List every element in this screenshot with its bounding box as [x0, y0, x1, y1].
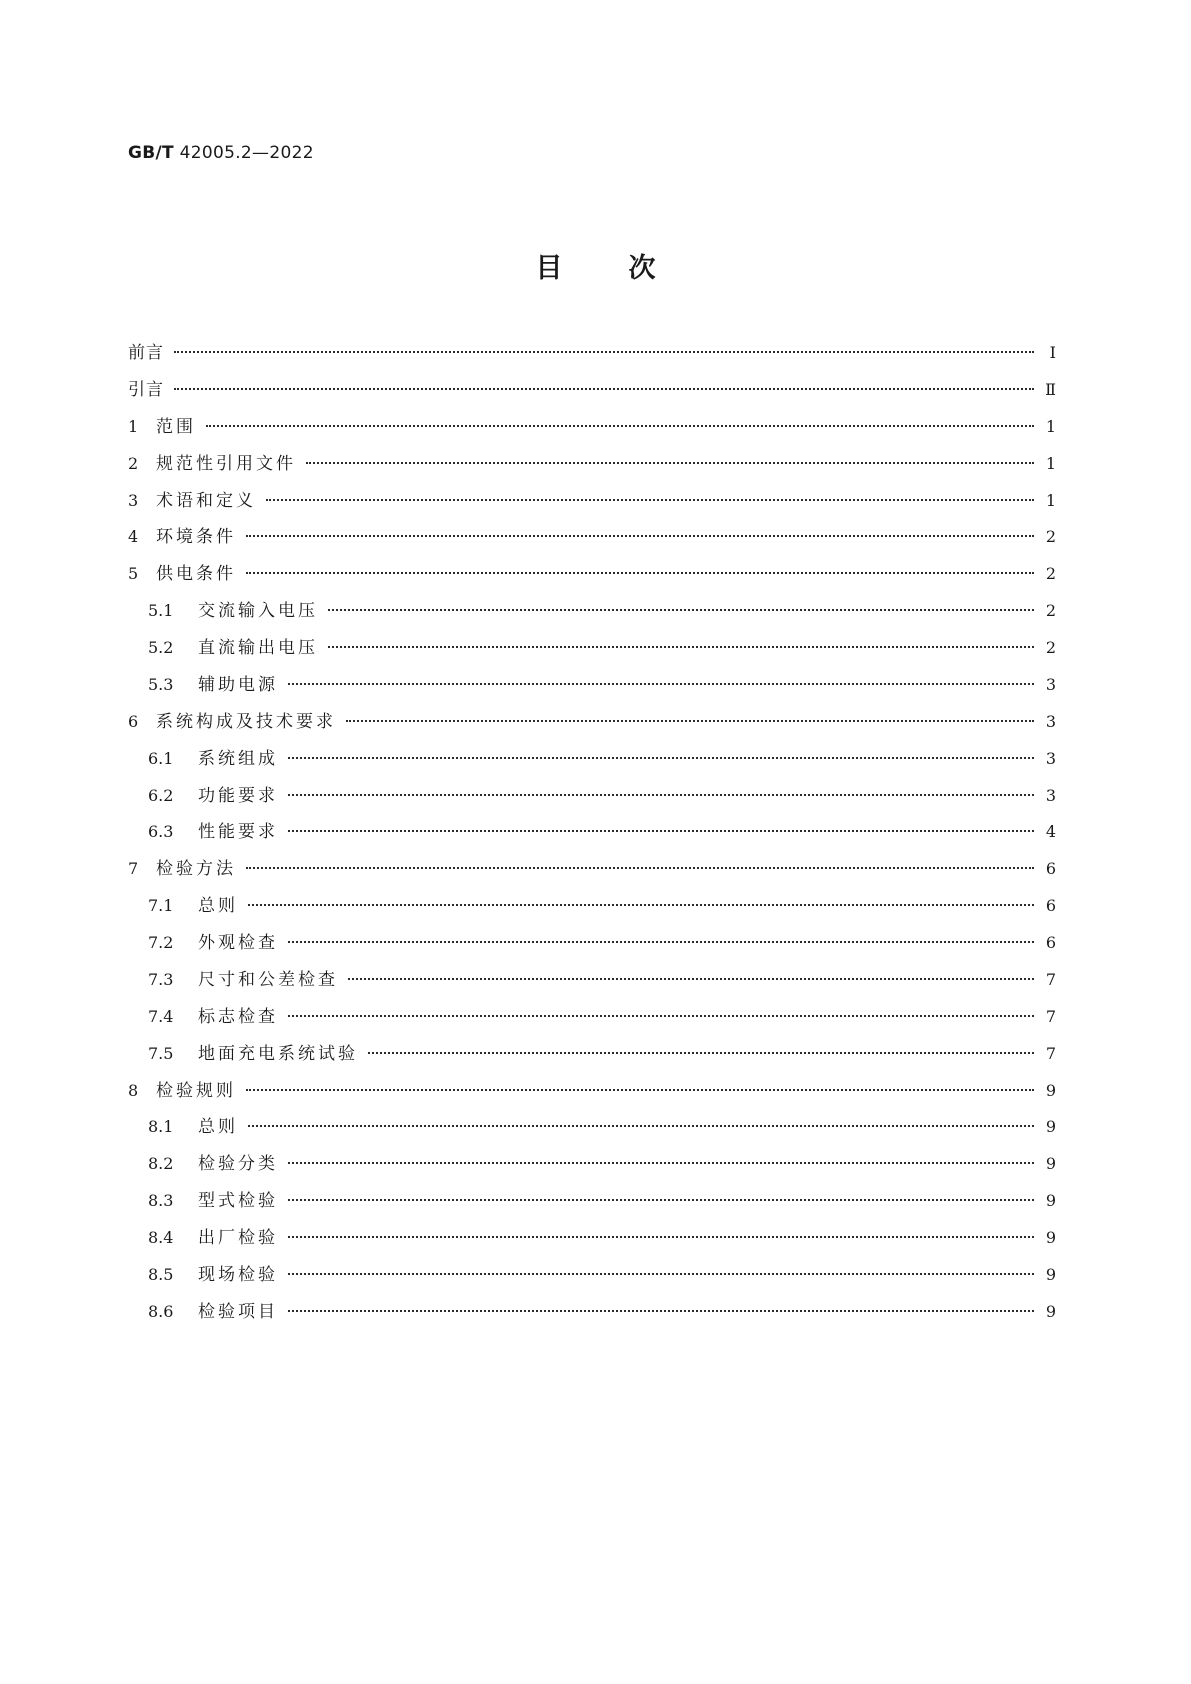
- toc-entry[interactable]: [128, 1005, 1056, 1042]
- dot-leader: [174, 351, 1034, 353]
- toc-entry[interactable]: [128, 931, 1056, 968]
- toc-entry[interactable]: [128, 784, 1056, 821]
- toc-entry[interactable]: [128, 525, 1056, 562]
- toc-entry-label: 总则: [198, 896, 238, 917]
- toc-entry[interactable]: [128, 747, 1056, 784]
- dot-leader: [288, 1310, 1034, 1312]
- toc-entry-page: 3: [1045, 674, 1056, 694]
- toc-entry-label: 术语和定义: [156, 490, 256, 511]
- toc-entry-label: 范围: [156, 416, 196, 437]
- toc-entry-label: 检验项目: [198, 1301, 278, 1322]
- toc-entry-number: 5.2: [148, 638, 174, 657]
- toc-entry-label: 型式检验: [198, 1191, 278, 1212]
- toc-entry-page: 2: [1045, 527, 1056, 547]
- dot-leader: [288, 1015, 1034, 1017]
- dot-leader: [368, 1052, 1034, 1054]
- page-title: [0, 246, 1191, 285]
- toc-entry-label: 规范性引用文件: [156, 453, 296, 474]
- toc-entry[interactable]: [128, 857, 1056, 894]
- toc-entry-number: 8.6: [148, 1301, 174, 1321]
- toc-entry-label: 出厂检验: [198, 1228, 278, 1248]
- toc-entry[interactable]: [128, 378, 1056, 415]
- dot-leader: [328, 646, 1034, 648]
- dot-leader: [288, 1199, 1034, 1201]
- toc-entry[interactable]: [128, 1300, 1056, 1337]
- title-char-2: 次: [628, 253, 656, 284]
- toc-entry-label: 直流输出电压: [198, 638, 318, 658]
- toc-entry-page: 1: [1045, 490, 1056, 510]
- toc-entry-number: 5.1: [148, 601, 174, 621]
- dot-leader: [206, 425, 1034, 427]
- dot-leader: [174, 388, 1034, 390]
- table-of-contents: [128, 341, 1056, 1337]
- toc-entry[interactable]: [128, 1226, 1056, 1263]
- toc-entry-label: 系统组成: [198, 748, 278, 769]
- toc-entry-number: 3: [128, 490, 139, 510]
- toc-entry-label: 检验方法: [156, 859, 236, 880]
- toc-entry[interactable]: [128, 968, 1056, 1005]
- toc-entry[interactable]: [128, 562, 1056, 599]
- toc-entry-number: 5: [128, 564, 139, 584]
- toc-entry-page: 2: [1045, 564, 1056, 584]
- toc-entry[interactable]: [128, 1042, 1056, 1079]
- toc-entry-page: 1: [1045, 453, 1056, 473]
- toc-entry[interactable]: [128, 489, 1056, 526]
- toc-entry-label: 现场检验: [198, 1264, 278, 1285]
- toc-entry-number: 4: [128, 527, 139, 547]
- toc-entry[interactable]: [128, 415, 1056, 452]
- toc-entry-number: 7: [128, 859, 139, 879]
- toc-entry-number: 6.1: [148, 748, 174, 768]
- toc-entry[interactable]: [128, 1115, 1056, 1152]
- toc-entry[interactable]: [128, 894, 1056, 931]
- toc-entry-page: 3: [1045, 711, 1056, 731]
- toc-entry-page: 9: [1045, 1154, 1056, 1174]
- dot-leader: [328, 609, 1034, 611]
- dot-leader: [288, 1273, 1034, 1275]
- toc-entry-page: 6: [1045, 859, 1056, 879]
- toc-entry-label: 标志检查: [198, 1006, 278, 1027]
- toc-entry-label: 检验规则: [156, 1080, 236, 1101]
- toc-entry-label: 检验分类: [198, 1154, 278, 1175]
- toc-entry-label: 供电条件: [156, 564, 236, 585]
- toc-entry-label: 引言: [128, 379, 164, 400]
- toc-entry[interactable]: [128, 341, 1056, 378]
- toc-entry-page: 9: [1045, 1264, 1056, 1284]
- dot-leader: [246, 572, 1034, 574]
- dot-leader: [288, 830, 1034, 832]
- toc-entry-number: 8.5: [148, 1264, 174, 1284]
- toc-entry-label: 环境条件: [156, 527, 236, 548]
- dot-leader: [348, 978, 1034, 980]
- toc-entry-number: 6.3: [148, 822, 174, 842]
- toc-entry-page: 7: [1045, 1043, 1056, 1063]
- toc-entry-page: 2: [1045, 601, 1056, 621]
- title-char-1: 目: [535, 253, 563, 284]
- toc-entry-page: Ⅰ: [1049, 343, 1056, 362]
- toc-entry-number: 7.3: [148, 969, 174, 989]
- toc-entry-page: 6: [1045, 896, 1056, 916]
- toc-entry-page: 9: [1045, 1301, 1056, 1321]
- toc-entry-label: 尺寸和公差检查: [198, 969, 338, 990]
- toc-entry[interactable]: [128, 636, 1056, 673]
- toc-entry-number: 8: [128, 1080, 139, 1100]
- toc-entry-number: 8.4: [148, 1228, 174, 1247]
- toc-entry-page: 7: [1045, 1006, 1056, 1026]
- dot-leader: [246, 1089, 1034, 1091]
- dot-leader: [246, 867, 1034, 869]
- dot-leader: [288, 1236, 1034, 1238]
- toc-entry-label: 外观检查: [198, 933, 278, 953]
- toc-entry-page: 9: [1045, 1191, 1056, 1211]
- toc-entry-page: 6: [1045, 933, 1056, 952]
- dot-leader: [288, 941, 1034, 943]
- dot-leader: [288, 757, 1034, 759]
- toc-entry-number: 6.2: [148, 785, 174, 805]
- toc-entry-label: 地面充电系统试验: [198, 1043, 358, 1064]
- standard-prefix: GB/T: [128, 143, 174, 163]
- toc-entry-page: 9: [1045, 1117, 1056, 1137]
- toc-entry-number: 7.5: [148, 1043, 174, 1063]
- toc-entry-page: 4: [1045, 822, 1056, 842]
- dot-leader: [248, 1125, 1034, 1127]
- toc-entry-number: 8.1: [148, 1117, 174, 1137]
- toc-entry-number: 7.2: [148, 933, 174, 952]
- dot-leader: [246, 535, 1034, 537]
- toc-entry-number: 2: [128, 453, 139, 473]
- toc-entry[interactable]: [128, 452, 1056, 489]
- dot-leader: [288, 794, 1034, 796]
- toc-entry-label: 辅助电源: [198, 674, 278, 695]
- toc-entry[interactable]: [128, 1263, 1056, 1300]
- toc-entry[interactable]: [128, 1152, 1056, 1189]
- toc-entry-page: 2: [1045, 638, 1056, 657]
- toc-entry-label: 系统构成及技术要求: [156, 711, 336, 732]
- toc-entry[interactable]: [128, 710, 1056, 747]
- toc-entry-label: 前言: [128, 343, 164, 363]
- toc-entry-page: 9: [1045, 1080, 1056, 1100]
- toc-entry-page: 9: [1045, 1228, 1056, 1247]
- toc-entry-page: 3: [1045, 748, 1056, 768]
- toc-entry-label: 交流输入电压: [198, 601, 318, 622]
- toc-entry-page: 3: [1045, 785, 1056, 805]
- toc-entry-label: 性能要求: [198, 822, 278, 843]
- dot-leader: [266, 499, 1034, 501]
- toc-entry-label: 功能要求: [198, 785, 278, 806]
- toc-entry-page: 1: [1045, 416, 1056, 436]
- toc-entry-number: 8.3: [148, 1191, 174, 1211]
- toc-entry[interactable]: [128, 1079, 1056, 1116]
- toc-entry[interactable]: [128, 1189, 1056, 1226]
- toc-entry-page: 7: [1045, 969, 1056, 989]
- toc-entry-number: 1: [128, 416, 139, 436]
- toc-entry[interactable]: [128, 599, 1056, 636]
- toc-entry[interactable]: [128, 673, 1056, 710]
- dot-leader: [306, 462, 1034, 464]
- toc-entry-number: 8.2: [148, 1154, 174, 1174]
- dot-leader: [248, 904, 1034, 906]
- toc-entry[interactable]: [128, 820, 1056, 857]
- toc-entry-number: 7.4: [148, 1006, 174, 1026]
- dot-leader: [288, 683, 1034, 685]
- toc-entry-label: 总则: [198, 1117, 238, 1138]
- standard-code: 42005.2—2022: [179, 143, 314, 163]
- toc-entry-number: 7.1: [148, 896, 174, 916]
- toc-entry-page: Ⅱ: [1045, 379, 1056, 399]
- standard-number: [128, 143, 314, 163]
- toc-entry-number: 6: [128, 711, 139, 731]
- toc-entry-number: 5.3: [148, 674, 174, 694]
- dot-leader: [346, 720, 1034, 722]
- dot-leader: [288, 1162, 1034, 1164]
